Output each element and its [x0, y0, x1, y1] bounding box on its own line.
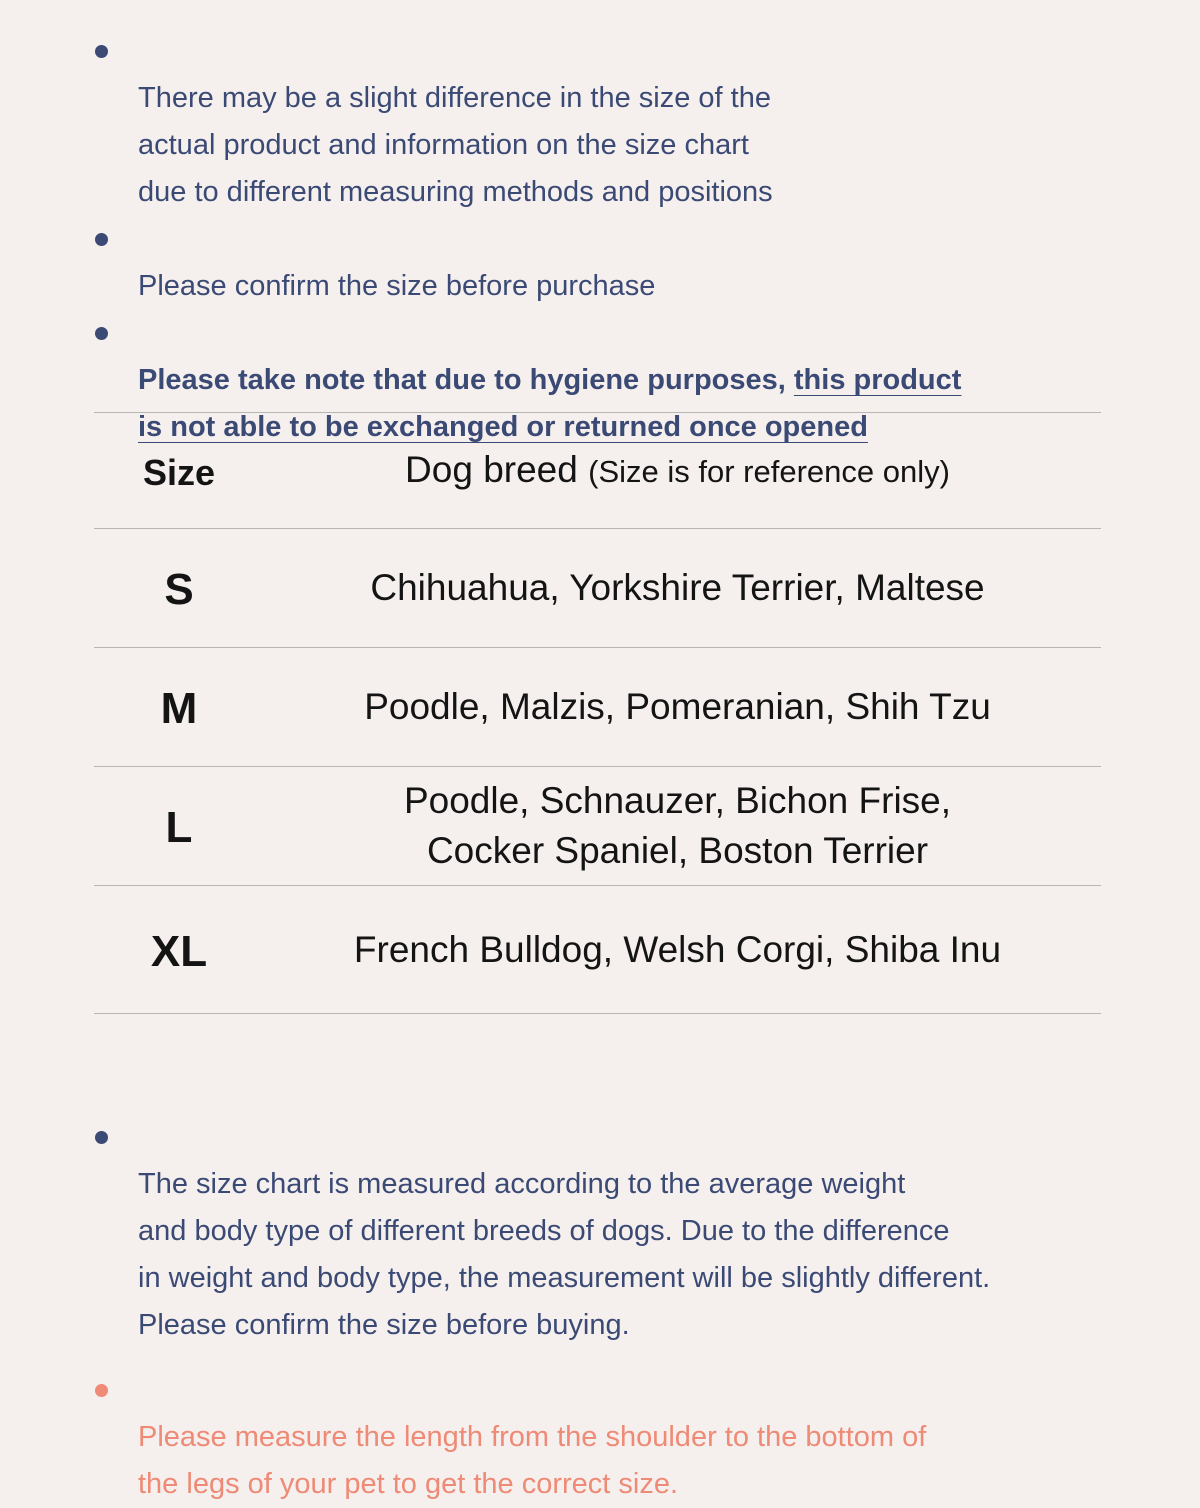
note-confirm-size	[0, 216, 1200, 310]
size-cell: S	[164, 565, 194, 614]
header-breed-note: (Size is for reference only)	[588, 453, 950, 489]
table-header-row	[94, 413, 1101, 529]
note-text: Please measure the length from the shoulder to the bottom of the legs of your pet to get the correct size.	[138, 1421, 927, 1500]
breed-cell	[264, 776, 1101, 876]
no-return-notice-continued: is not able to be exchanged or returned once opened	[138, 411, 868, 443]
note-measure-instructions	[0, 1367, 1200, 1508]
table-row	[94, 767, 1101, 886]
breed-cell: Chihuahua, Yorkshire Terrier, Maltese	[370, 567, 985, 608]
breed-cell: Poodle, Malzis, Pomeranian, Shih Tzu	[364, 686, 991, 727]
note-size-chart-basis	[0, 1114, 1200, 1349]
header-breed-label: Dog breed	[405, 448, 578, 490]
note-text: Please take note that due to hygiene purposes,	[138, 364, 794, 396]
breed-line: Cocker Spaniel, Boston Terrier	[426, 830, 929, 871]
table-row	[94, 886, 1101, 1014]
size-cell: L	[165, 803, 193, 852]
size-cell: XL	[150, 926, 208, 976]
breed-cell: French Bulldog, Welsh Corgi, Shiba Inu	[353, 928, 1002, 970]
breed-line: Poodle, Schnauzer, Bichon Frise,	[403, 780, 952, 821]
bullet-icon	[95, 233, 108, 246]
bullet-icon	[95, 327, 108, 340]
bottom-notes	[0, 1114, 1200, 1508]
header-breed	[264, 445, 1101, 497]
note-size-difference	[0, 28, 1200, 216]
table-row	[94, 529, 1101, 648]
bullet-icon	[95, 1131, 108, 1144]
bullet-icon	[95, 45, 108, 58]
note-text: Please confirm the size before purchase	[138, 270, 656, 302]
bullet-icon	[95, 1384, 108, 1397]
header-size: Size	[142, 451, 216, 493]
no-return-notice: this product	[793, 364, 962, 396]
note-text: There may be a slight difference in the size of the actual product and information on the size chart due to different measuring methods and positions	[138, 82, 773, 208]
note-text: The size chart is measured according to the average weight and body type of different breeds of dogs. Due to the difference in weight and body type, the measurement will be slightly different. Please confirm the size before buying.	[138, 1168, 991, 1341]
top-notes	[0, 28, 1200, 451]
size-cell: M	[160, 684, 198, 733]
table-row	[94, 648, 1101, 767]
size-table	[94, 412, 1101, 1014]
